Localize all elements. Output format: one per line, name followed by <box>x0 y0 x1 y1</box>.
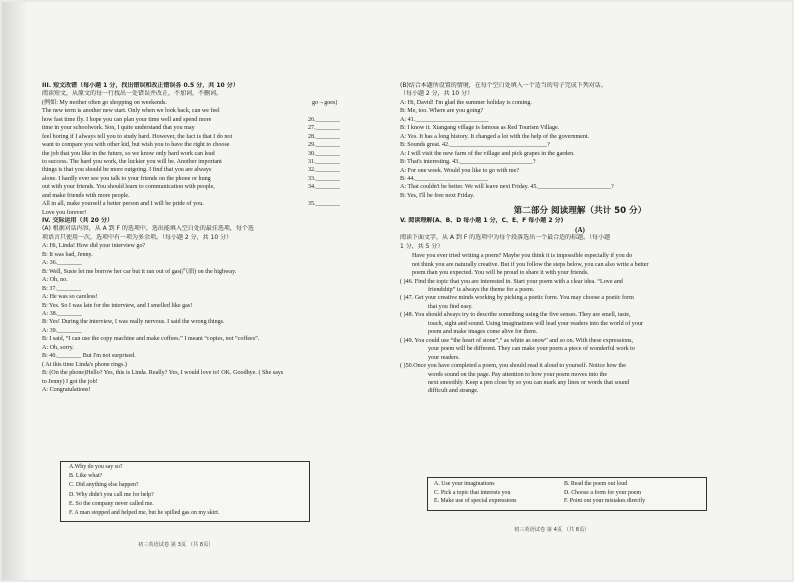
sec5-title: V. 阅读理解(A、B、D 每小题 1 分，C、E、F 每小题 2 分) <box>400 217 564 225</box>
essay-line <box>42 200 387 208</box>
item-text: friendship” is always the theme for a poem. <box>428 286 535 293</box>
sec3-instruction: 阅读短文，从原文的每一行找出一处错误并改正，不加词，不删词。 <box>42 90 223 98</box>
answer-blank[interactable]: 26.________ <box>308 116 340 123</box>
answer-blank[interactable]: 34.________ <box>308 184 340 191</box>
option-item: E. So the company never called me. <box>69 500 154 507</box>
dialog-line: A: Hi, David! I'm glad the summer holiday is coming. <box>400 99 532 106</box>
essay-line-text: Love you forever! <box>42 209 87 216</box>
footer-page-4: 初三英语试卷 第 4页 （共 8页） <box>514 527 590 533</box>
dialog-line: B: Sounds great. 42.________________________________? <box>400 142 550 149</box>
dialog-line: B: It was bad, Jenny. <box>42 251 93 258</box>
dialog-a <box>42 242 387 394</box>
essay-line <box>42 141 387 149</box>
essay-line-text: feel boring if I always tell you to study hard. However, the fact is that I do not <box>42 133 233 140</box>
essay-line <box>42 158 387 166</box>
error-correction-essay <box>42 107 387 217</box>
dialog-line: B: Yes, I'll be free next Friday. <box>400 192 475 199</box>
dialog-line: B: (On the phone)Hello? Yes, this is Linda. Really? Yes, I would love to! OK. Goodbye. ( She says <box>42 370 284 377</box>
example-fix: go→goes) <box>312 99 338 106</box>
right-page <box>400 82 760 396</box>
heading-option: D. Choose a form for your poem <box>564 489 642 496</box>
passage-items <box>400 278 760 396</box>
item-text: poem and make images come alive for them. <box>428 329 538 336</box>
option-item: C. Did anything else happen? <box>69 482 139 489</box>
secb-instruction-2: （每小题 2 分，共 10 分） <box>400 90 474 98</box>
item-question[interactable]: ( )46. Find the topic that you are interested in. Start your poem with a clear idea. “Love and <box>400 278 623 285</box>
dialog-line: B: 37.________ <box>42 285 82 292</box>
example-text: (例如: My mother often go shopping on weekends. <box>42 99 167 106</box>
essay-line-text: time in your schoolwork. Son, I quite understand that you may <box>42 125 195 132</box>
dialog-line: A: 38.________ <box>42 311 82 318</box>
passage-item <box>400 278 760 295</box>
item-text: difficult and strange. <box>428 388 479 395</box>
dialog-line: A: Oh, sorry. <box>42 344 74 351</box>
dialog-line: B: I said, “I can use the copy machine and make coffees.” I meant “copies, not “coffees”. <box>42 336 260 343</box>
passage-label: (A) <box>575 225 585 234</box>
essay-line <box>42 133 387 141</box>
item-text: touch, sight and sound. Using imaginations will lead your readers into the world of your <box>428 320 643 327</box>
answer-blank[interactable]: 30.________ <box>308 150 340 157</box>
essay-line <box>42 192 387 200</box>
example-row <box>42 99 387 107</box>
dialog-line: A: 41.________________________ <box>400 116 489 123</box>
passage-item <box>400 294 760 311</box>
answer-blank[interactable]: 32.________ <box>308 167 340 174</box>
dialog-line: A: Yes. It has a long history. It changed a lot with the help of the government. <box>400 133 590 140</box>
heading-option: E. Make use of special expressions <box>434 498 517 505</box>
item-text: next smoothly. Keep a pen close by so you can mark any lines or words that sound <box>428 379 630 386</box>
item-question[interactable]: ( )49. You could use “the heart of stone”,“ as white as snow” and so on. With these expressions, <box>400 337 634 344</box>
heading-option: B. Read the poem out loud <box>564 481 628 487</box>
item-question[interactable]: ( )48. You should always try to describe something using the five senses. They are smell, taste, <box>400 312 631 319</box>
essay-line-text: things is that you should be more outgoing. I find that you are always <box>42 167 212 174</box>
option-item: B. Like what? <box>69 473 103 480</box>
intro-line: poem than you expected. You will be proud to share it with your friends. <box>412 270 589 277</box>
essay-line-text: how fast time fly. I hope you can plan your time well and spend more <box>42 116 212 123</box>
dialog-line: B: Well, Susie let me borrow her car but it ran out of gas(汽油) on the highway. <box>42 268 237 275</box>
item-text: your poem will be different. They can make your poem a piece of wonderful work to <box>428 346 635 353</box>
heading-option: C. Pick a topic that interests you <box>434 489 511 496</box>
sec4-title: IV. 交际运用（共 20 分） <box>42 217 113 225</box>
dialog-line: B: I know it. Xiangang village is famous as Red Tourism Village. <box>400 125 560 132</box>
option-item: F. A man stopped and helped me, but he spilled gas on my skirt. <box>69 510 220 517</box>
answer-blank[interactable]: 29.________ <box>308 142 340 149</box>
essay-line-text: and make friends with more people. <box>42 192 130 199</box>
essay-line-text: alone. I hardly ever see you talk to your friends on the phone or hung <box>42 175 211 182</box>
intro-line: not think you are naturally creative. But if you follow the steps below, you can also write a better <box>412 261 649 268</box>
sec4a-instruction-2: 项语言只使用一次。选项中有一项为多余项。（每小题 2 分，共 10 分） <box>42 233 233 241</box>
passage-item <box>400 311 760 336</box>
options-box-b <box>427 477 707 511</box>
essay-line <box>42 116 387 124</box>
answer-blank[interactable]: 27.________ <box>308 125 340 132</box>
dialog-line: A: He was so careless! <box>42 294 98 301</box>
essay-line <box>42 209 387 217</box>
dialog-line: B: 40.________ But I'm not surprised. <box>42 353 136 360</box>
option-item: D. Why didn't you call me for help? <box>69 491 154 498</box>
item-text: your readers. <box>428 354 460 361</box>
answer-blank[interactable]: 31.________ <box>308 158 340 165</box>
dialog-b <box>400 99 760 200</box>
passage-item <box>400 362 760 396</box>
dialog-line: A: Congratulations! <box>42 387 91 394</box>
essay-line <box>42 107 387 115</box>
dialog-line: to Jenny) I got the job! <box>42 378 98 385</box>
answer-blank[interactable]: 28.________ <box>308 133 340 140</box>
answer-blank[interactable]: 33.________ <box>308 175 340 182</box>
essay-line-text: The new term is another new start. Only when we look back, can we feel <box>42 108 220 115</box>
essay-line <box>42 124 387 132</box>
secb-instruction-1: (B)结合本题所设置的情境，在每个空白处填入一个适当的句子完成下列对话。 <box>400 82 607 89</box>
dialog-line: A: For one week. Would you like to go with me? <box>400 167 520 174</box>
part2-title: 第二部分 阅读理解（共计 50 分） <box>513 206 647 217</box>
left-page <box>42 82 387 395</box>
item-question[interactable]: ( )50.Once you have completed a poem, you should read it aloud to yourself. Notice how the <box>400 363 626 370</box>
scan-shadow <box>2 2 28 580</box>
passage-item <box>400 337 760 362</box>
essay-line-text: to success. The hard you work, the luckier you will be. Another important <box>42 158 222 165</box>
dialog-line: A: 39.________ <box>42 327 82 334</box>
dialog-line: A: I will visit the new farm of the village and pick grapes in the garden. <box>400 150 575 157</box>
dialog-line: A: 36.________ <box>42 260 82 267</box>
passage-instruction-1: 阅读下面文字，从 A 到 F 的选项中为每个段落选出一个最合适的标题。（每小题 <box>400 234 611 242</box>
essay-line <box>42 150 387 158</box>
sec4a-instruction-1: (A) 根据对话内容，从 A 到 F 的选项中，选出能填入空白处的最佳选项，每个选 <box>42 225 254 233</box>
intro-line: Have you ever tried writing a poem? Maybe you think it is impossible especially if you do <box>412 253 633 260</box>
dialog-line: B: 44.________________________ <box>400 175 489 182</box>
essay-line <box>42 166 387 174</box>
essay-line-text: want to compare you with other kid, but wish you to have the right to choose <box>42 142 230 149</box>
dialog-line: A: That couldn't be better. We will leave next Friday. 45.________________________? <box>400 184 614 191</box>
option-item: A.Why do you say so? <box>69 464 123 470</box>
dialog-line: ( At this time Linda's phone rings.) <box>42 361 127 368</box>
item-question[interactable]: ( )47. Get your creative minds working by picking a poetic form. You may choose a poetic form <box>400 295 634 302</box>
dialog-line: B: Yes. So I was late for the interview, and I smelled like gas! <box>42 302 193 309</box>
passage-instruction-2: 1 分，共 5 分） <box>400 242 444 250</box>
dialog-line: A: Hi, Linda! How did your interview go? <box>42 243 146 250</box>
dialog-line: A: Oh, no. <box>42 277 68 284</box>
dialog-line: B: Me, too. Where are you going? <box>400 108 484 115</box>
essay-line <box>42 183 387 191</box>
options-box-a <box>60 461 310 522</box>
dialog-line: B: Yes! During the interview, I was really nervous. I said the wrong things. <box>42 319 225 326</box>
footer-page-3: 初三英语试卷 第 3页 （共 8页） <box>138 542 214 548</box>
dialog-line: B: That's interesting. 43.________________________? <box>400 159 536 166</box>
item-text: words sound on the page. Pay attention to how your poem moves into the <box>428 371 608 378</box>
essay-line-text: out with your friends. You should learn to communication with people, <box>42 184 215 191</box>
essay-line-text: All in all, make yourself a better person and I will be pride of you. <box>42 201 204 208</box>
heading-option: A. Use your imaginations <box>434 481 495 487</box>
exam-sheet <box>2 2 792 580</box>
essay-line <box>42 175 387 183</box>
essay-line-text: the job that you like in the future, so we know only hard work can lead <box>42 150 215 157</box>
heading-option: F. Point out your mistakes directly <box>564 498 646 505</box>
answer-blank[interactable]: 35.________ <box>308 201 340 208</box>
item-text: that you find easy. <box>428 303 473 310</box>
passage-intro <box>400 252 760 277</box>
sec3-title: III. 短文改错（每小题 1 分，找出错误和改正错误各 0.5 分，共 10 分） <box>42 82 239 89</box>
